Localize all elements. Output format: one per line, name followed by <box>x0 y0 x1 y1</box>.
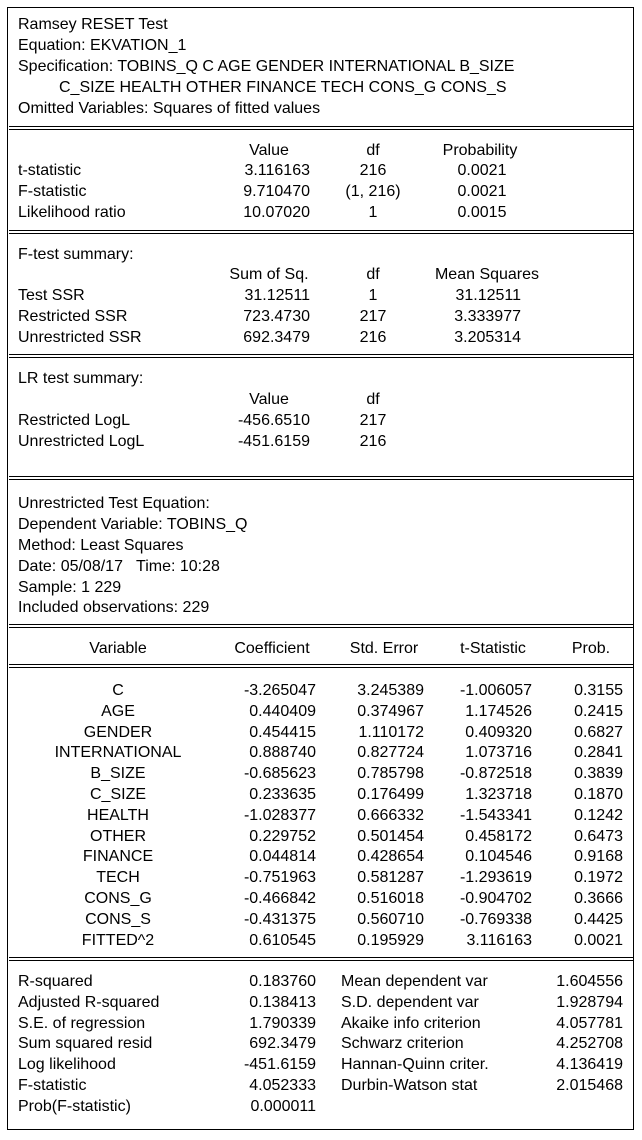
df-cell: (1, 216) <box>345 183 401 200</box>
std-error-cell: 0.516018 <box>357 890 424 907</box>
specification-line-2: C_SIZE HEALTH OTHER FINANCE TECH CONS_G CONS_S <box>59 79 507 96</box>
prob-cell: 0.6473 <box>574 828 623 845</box>
row-label: Restricted LogL <box>18 412 131 429</box>
row-label: Test SSR <box>18 287 85 304</box>
value-cell: 9.710470 <box>243 183 310 200</box>
date-time: Date: 05/08/17 Time: 10:28 <box>18 558 220 575</box>
std-error-cell: 0.374967 <box>357 703 424 720</box>
stat-value: 1.604556 <box>556 973 623 990</box>
probability-cell: 0.0015 <box>457 204 507 221</box>
col-header-probability: Probability <box>442 142 518 159</box>
t-statistic-cell: 0.409320 <box>465 724 532 741</box>
variable-cell: FINANCE <box>82 848 154 865</box>
col-header-coefficient: Coefficient <box>234 640 310 657</box>
prob-cell: 0.1870 <box>574 786 623 803</box>
test-title: Ramsey RESET Test <box>18 16 168 33</box>
prob-cell: 0.1972 <box>574 869 623 886</box>
t-statistic-cell: -0.872518 <box>459 765 532 782</box>
coefficient-cell: 0.233635 <box>249 786 316 803</box>
separator <box>9 664 633 668</box>
stat-label: Durbin-Watson stat <box>341 1077 478 1094</box>
t-statistic-cell: -1.543341 <box>459 807 532 824</box>
stat-label: Schwarz criterion <box>341 1035 464 1052</box>
stat-value: 4.136419 <box>556 1056 623 1073</box>
probability-cell: 0.0021 <box>457 162 507 179</box>
stat-value: 692.3479 <box>249 1035 316 1052</box>
stat-value: 0.183760 <box>249 973 316 990</box>
stat-label: Akaike info criterion <box>341 1015 481 1032</box>
variable-cell: INTERNATIONAL <box>54 744 182 761</box>
t-statistic-cell: 3.116163 <box>466 932 532 949</box>
col-header-std-error: Std. Error <box>349 640 419 657</box>
t-statistic-cell: 1.073716 <box>465 744 532 761</box>
specification-line-1: Specification: TOBINS_Q C AGE GENDER INTERNATIONAL B_SIZE <box>18 58 515 75</box>
dependent-variable: Dependent Variable: TOBINS_Q <box>18 516 248 533</box>
df-cell: 216 <box>359 433 387 450</box>
stat-label: S.E. of regression <box>18 1015 146 1032</box>
value-cell: -456.6510 <box>237 412 310 429</box>
coefficient-cell: 0.044814 <box>249 848 316 865</box>
section-title: LR test summary: <box>18 370 144 387</box>
mean-squares-cell: 3.205314 <box>454 329 521 346</box>
stat-label: Hannan-Quinn criter. <box>341 1056 489 1073</box>
stat-label: F-statistic <box>18 1077 87 1094</box>
coefficient-cell: 0.229752 <box>249 828 316 845</box>
col-header-value: Value <box>249 142 289 159</box>
variable-cell: CONS_S <box>85 911 151 928</box>
std-error-cell: 0.827724 <box>357 744 424 761</box>
col-header-sum-sq: Sum of Sq. <box>229 266 309 283</box>
df-cell: 217 <box>359 412 387 429</box>
col-header-prob: Prob. <box>571 640 611 657</box>
variable-cell: GENDER <box>83 724 153 741</box>
stat-value: 4.057781 <box>556 1015 623 1032</box>
t-statistic-cell: -1.293619 <box>459 869 532 886</box>
stat-value: 1.790339 <box>249 1015 316 1032</box>
sample-range: Sample: 1 229 <box>18 579 122 596</box>
row-label: Unrestricted SSR <box>18 329 142 346</box>
df-cell: 216 <box>359 329 387 346</box>
std-error-cell: 0.785798 <box>357 765 424 782</box>
prob-cell: 0.3155 <box>574 682 623 699</box>
prob-cell: 0.1242 <box>574 807 623 824</box>
variable-cell: OTHER <box>90 828 146 845</box>
sum-sq-cell: 692.3479 <box>243 329 310 346</box>
stat-label: Log likelihood <box>18 1056 116 1073</box>
df-cell: 1 <box>368 287 378 304</box>
coefficient-cell: 0.440409 <box>249 703 316 720</box>
included-observations: Included observations: 229 <box>18 599 210 616</box>
separator <box>9 957 633 961</box>
row-label: Likelihood ratio <box>18 204 126 221</box>
coefficient-cell: -0.751963 <box>243 869 316 886</box>
separator <box>9 624 633 628</box>
prob-cell: 0.3839 <box>574 765 623 782</box>
separator <box>9 230 633 234</box>
variable-cell: FITTED^2 <box>81 932 155 949</box>
variable-cell: HEALTH <box>87 807 149 824</box>
t-statistic-cell: 1.323718 <box>465 786 532 803</box>
row-label: F-statistic <box>18 183 87 200</box>
stat-label: Prob(F-statistic) <box>18 1098 131 1115</box>
std-error-cell: 0.666332 <box>357 807 424 824</box>
stat-label: Sum squared resid <box>18 1035 153 1052</box>
sum-sq-cell: 723.4730 <box>243 308 310 325</box>
std-error-cell: 0.501454 <box>357 828 424 845</box>
sum-sq-cell: 31.12511 <box>244 287 310 304</box>
coefficient-cell: -1.028377 <box>243 807 316 824</box>
coefficient-cell: -0.685623 <box>243 765 316 782</box>
coefficient-cell: 0.610545 <box>249 932 316 949</box>
t-statistic-cell: 0.458172 <box>465 828 532 845</box>
coefficient-cell: -3.265047 <box>243 682 316 699</box>
prob-cell: 0.9168 <box>574 848 623 865</box>
std-error-cell: 0.428654 <box>357 848 424 865</box>
col-header-t-statistic: t-Statistic <box>460 640 526 657</box>
separator <box>9 126 633 130</box>
omitted-variables: Omitted Variables: Squares of fitted values <box>18 100 321 117</box>
t-statistic-cell: -1.006057 <box>459 682 532 699</box>
t-statistic-cell: -0.904702 <box>459 890 532 907</box>
mean-squares-cell: 31.12511 <box>455 287 521 304</box>
stat-value: 0.000011 <box>250 1098 316 1115</box>
std-error-cell: 3.245389 <box>357 682 424 699</box>
col-header-df: df <box>366 142 380 159</box>
value-cell: 3.116163 <box>244 162 310 179</box>
std-error-cell: 0.176499 <box>357 786 424 803</box>
prob-cell: 0.3666 <box>574 890 623 907</box>
prob-cell: 0.0021 <box>574 932 623 949</box>
value-cell: 10.07020 <box>243 204 310 221</box>
stat-label: S.D. dependent var <box>341 994 479 1011</box>
prob-cell: 0.2841 <box>574 744 623 761</box>
variable-cell: TECH <box>96 869 140 886</box>
col-header-df: df <box>366 391 380 408</box>
df-cell: 1 <box>368 204 378 221</box>
variable-cell: C_SIZE <box>89 786 147 803</box>
row-label: Unrestricted LogL <box>18 433 145 450</box>
col-header-mean-squares: Mean Squares <box>434 266 540 283</box>
stat-value: 0.138413 <box>249 994 316 1011</box>
variable-cell: CONS_G <box>84 890 152 907</box>
std-error-cell: 0.581287 <box>357 869 424 886</box>
separator <box>9 476 633 480</box>
df-cell: 217 <box>359 308 387 325</box>
std-error-cell: 1.110172 <box>358 724 424 741</box>
mean-squares-cell: 3.333977 <box>454 308 521 325</box>
stat-value: 1.928794 <box>556 994 623 1011</box>
prob-cell: 0.2415 <box>574 703 623 720</box>
equation-label: Equation: EKVATION_1 <box>18 37 187 54</box>
col-header-value: Value <box>249 391 289 408</box>
estimation-method: Method: Least Squares <box>18 537 184 554</box>
separator <box>9 354 633 358</box>
t-statistic-cell: 0.104546 <box>465 848 532 865</box>
stat-label: Mean dependent var <box>341 973 488 990</box>
stat-value: -451.6159 <box>243 1056 316 1073</box>
stat-value: 2.015468 <box>556 1077 623 1094</box>
coefficient-cell: 0.454415 <box>249 724 316 741</box>
prob-cell: 0.4425 <box>574 911 623 928</box>
col-header-df: df <box>366 266 380 283</box>
std-error-cell: 0.195929 <box>357 932 424 949</box>
df-cell: 216 <box>359 162 387 179</box>
stat-label: Adjusted R-squared <box>18 994 160 1011</box>
col-header-variable: Variable <box>89 640 147 657</box>
variable-cell: AGE <box>101 703 135 720</box>
std-error-cell: 0.560710 <box>357 911 424 928</box>
t-statistic-cell: -0.769338 <box>459 911 532 928</box>
prob-cell: 0.6827 <box>574 724 623 741</box>
stat-value: 4.052333 <box>249 1077 316 1094</box>
variable-cell: C <box>112 682 124 699</box>
stat-label: R-squared <box>18 973 93 990</box>
section-title: Unrestricted Test Equation: <box>18 495 210 512</box>
probability-cell: 0.0021 <box>457 183 507 200</box>
value-cell: -451.6159 <box>237 433 310 450</box>
row-label: Restricted SSR <box>18 308 128 325</box>
variable-cell: B_SIZE <box>90 765 146 782</box>
coefficient-cell: 0.888740 <box>249 744 316 761</box>
stat-value: 4.252708 <box>556 1035 623 1052</box>
row-label: t-statistic <box>18 162 82 179</box>
section-title: F-test summary: <box>18 246 134 263</box>
t-statistic-cell: 1.174526 <box>465 703 532 720</box>
coefficient-cell: -0.466842 <box>243 890 316 907</box>
coefficient-cell: -0.431375 <box>243 911 316 928</box>
